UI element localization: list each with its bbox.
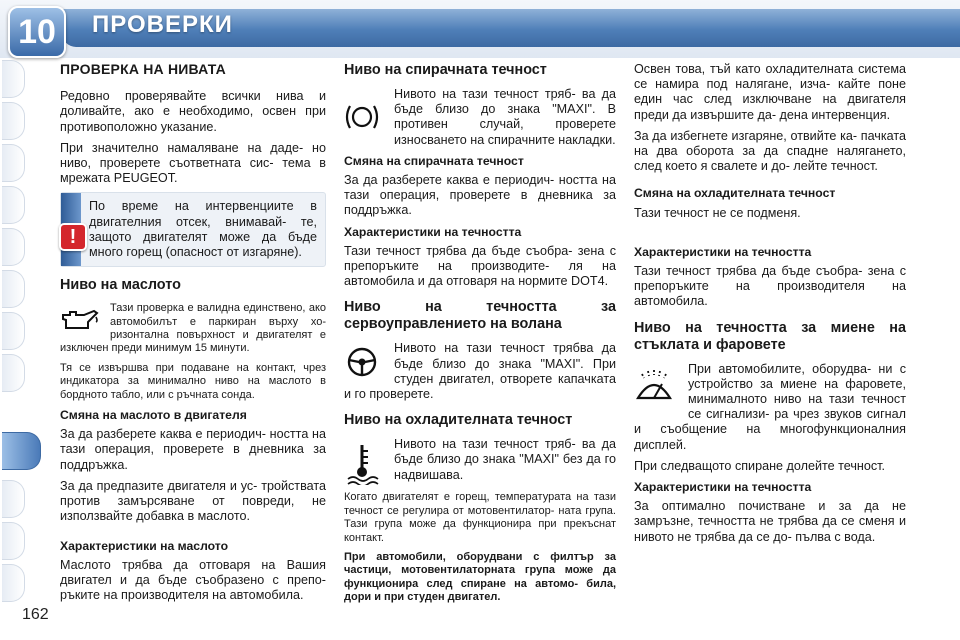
paragraph: При следващото спиране долейте течност.: [634, 458, 886, 473]
paragraph: За да предпазите двигателя и ус- тройствата против замърсяване от повреди, не използвайте добавка в маслото.: [60, 478, 326, 524]
chapter-number: 10: [8, 6, 66, 58]
paragraph: При значително намаляване на даде- но ниво, проверете съответната сис- тема в мрежата PEUGEOT.: [60, 140, 326, 186]
chapter-tab[interactable]: [2, 102, 25, 140]
paragraph: Когато двигателят е горещ, температурата на тази течност се регулира от мотовентилатор- ната група. Тази група може да функционира при прекъснат контакт.: [344, 491, 616, 544]
paragraph: Тази течност трябва да бъде съобра- зена с препоръките на производителя на автомобила.: [634, 264, 906, 309]
power-steering-heading: Ниво на течността за сервоуправлението на волана: [344, 299, 616, 333]
brake-warning-icon: [344, 101, 380, 137]
chapter-tab-active[interactable]: [2, 432, 41, 470]
coolant-heading: Ниво на охладителната течност: [344, 412, 573, 429]
page-header: [0, 0, 960, 58]
washer-characteristics-heading: Характеристики на течността: [634, 480, 812, 495]
chapter-tab[interactable]: [2, 522, 25, 560]
paragraph: Тази течност не се подменя.: [634, 205, 801, 220]
paragraph: За оптимално почистване и за да не замръзне, течността не трябва да се сменя и нивото не трябва да се до- пълва с вода.: [634, 499, 906, 544]
paragraph: Маслото трябва да отговаря на Вашия двигател и да бъде съобразено с препо- ръките на производителя на автомобила.: [60, 557, 326, 603]
chapter-tab[interactable]: [2, 228, 25, 266]
column-1: [60, 62, 326, 609]
chapter-tabs: [0, 60, 44, 600]
section-title: ПРОВЕРКА НА НИВАТА: [60, 61, 226, 77]
warning-box: [60, 192, 326, 267]
paragraph: Нивото на тази течност тряб- ва да бъде близо до знака "MAXI". В противен случай, проверете износването на спирачните накладки.: [394, 87, 616, 147]
paragraph: При автомобили, оборудвани с филтър за частици, мотовентилаторната група може да функционира след спиране на автомо- била, дори и при студен двигател.: [344, 551, 616, 604]
steering-wheel-icon: [344, 345, 380, 383]
oil-level-heading: Ниво на маслото: [60, 277, 181, 294]
paragraph: Тази проверка е валидна единствено, ако автомобилът е паркиран върху хо- ризонтална повърхност и двигателят е изключен преди минимум 15 минути.: [60, 302, 326, 355]
chapter-tab[interactable]: [2, 144, 25, 182]
warning-icon: !: [59, 223, 87, 251]
paragraph: Нивото на тази течност тряб- ва да бъде близо до знака "MAXI" без да го надвишава.: [394, 437, 616, 482]
oil-can-icon: [60, 306, 100, 338]
column-2: [344, 62, 616, 611]
paragraph: Нивото на тази течност трябва да бъде близо до знака "MAXI". При студен двигател, отворете капачката и го проверете.: [344, 341, 616, 402]
column-3: [634, 62, 906, 551]
brake-fluid-heading: Ниво на спирачната течност: [344, 62, 547, 78]
paragraph: Тази течност трябва да бъде съобра- зена с препоръките на производите- ля на автомобила и да отговаря на нормите DOT4.: [344, 243, 616, 289]
coolant-change-heading: Смяна на охладителната течност: [634, 186, 836, 201]
chapter-tab[interactable]: [2, 312, 25, 350]
warning-text: По време на интервенциите в двигателния отсек, внимавай- те, защото двигателят може да бъде много горещ (опасност от изгаряне).: [89, 199, 317, 260]
paragraph: За да разберете каква е периодич- ността на тази операция, проверете в дневника за поддръжка.: [60, 427, 326, 472]
page-title: ПРОВЕРКИ: [92, 11, 233, 38]
paragraph: Редовно проверявайте всички нива и доливайте, ако е необходимо, освен при противоположно указание.: [60, 89, 326, 134]
chapter-tab[interactable]: [2, 60, 25, 98]
oil-characteristics-heading: Характеристики на маслото: [60, 538, 229, 553]
paragraph: За да избегнете изгаряне, отвийте ка- пачката на два оборота за да спадне налягането, след което я свалете и до- лейте течност.: [634, 128, 906, 174]
coolant-characteristics-heading: Характеристики на течността: [634, 244, 812, 259]
washer-fluid-heading: Ниво на течността за миене на стъклата и фаровете: [634, 319, 906, 353]
page-number: 162: [22, 606, 49, 623]
chapter-tab[interactable]: [2, 186, 25, 224]
washer-icon: [634, 368, 674, 408]
chapter-tab[interactable]: [2, 354, 25, 392]
paragraph: Освен това, тъй като охладителната система се намира под налягане, изча- кайте поне един час след изключване на двигателя преди да извършите да- дена интервенция.: [634, 62, 906, 122]
coolant-temp-icon: [344, 441, 380, 489]
paragraph: За да разберете каква е периодич- ността на тази операция, проверете в дневника за поддръжка.: [344, 173, 616, 218]
chapter-tab[interactable]: [2, 480, 25, 518]
oil-change-heading: Смяна на маслото в двигателя: [60, 408, 247, 423]
brake-characteristics-heading: Характеристики на течността: [344, 224, 522, 239]
brake-change-heading: Смяна на спирачната течност: [344, 153, 524, 168]
paragraph: Тя се извършва при подаване на контакт, чрез индикатора за минимално ниво на маслото в бордното табло, или с ръчната сонда.: [60, 361, 326, 401]
paragraph: При автомобилите, оборудва- ни с устройство за миене на фаровете, минималното ниво на тази течност се сигнализи- ра чрез звуков сигнал и съобщение на многофункционалния дисплей.: [634, 361, 906, 452]
chapter-tab[interactable]: [2, 564, 25, 602]
chapter-tab[interactable]: [2, 270, 25, 308]
